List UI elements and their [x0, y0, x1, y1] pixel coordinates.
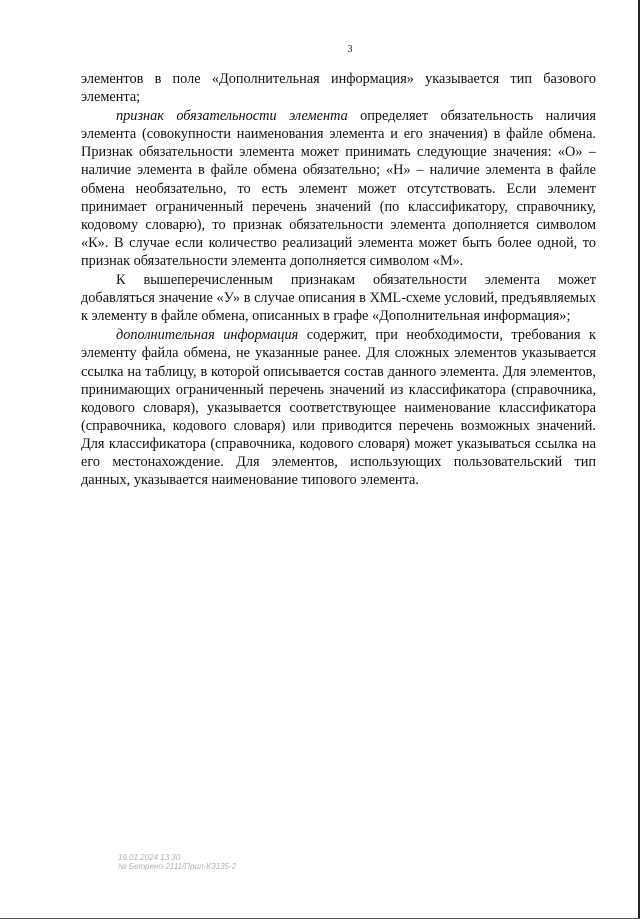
paragraph-4: [81, 326, 596, 489]
paragraph-4-text: содержит, при необходимости, требования к элементу файла обмена, не указанные ранее. Для сложных элементов указывается ссылка на таблицу, в которой описывается состав данного элемента. Для элементов, принимающих ограниченный перечень значений из классификатора (справочника, кодового словаря), указывается соответствующее наименование классификатора (справочника, кодового словаря) или приводится перечень возможных значений. Для классификатора (справочника, кодового словаря) может указываться ссылка на его местонахождение. Для элементов, использующих пользовательский тип данных, указывается наименование типового элемента.: [81, 327, 596, 489]
paragraph-2: [81, 107, 596, 270]
body-text: [81, 70, 596, 490]
stamp-number: № Бетрено-2111/Прил-КЗ135-2: [118, 862, 237, 871]
paragraph-2-lead: признак обязательности элемента: [116, 108, 348, 125]
paragraph-1: [81, 70, 596, 106]
paragraph-1-text: элементов в поле «Дополнительная информация» указывается тип базового элемента;: [81, 71, 596, 106]
paragraph-3-text: К вышеперечисленным признакам обязательности элемента может добавляться значение «У» в случае описания в XML-схеме условий, предъявляемых к элементу в файле обмена, описанных в графе «Дополнительная информация»;: [81, 272, 596, 325]
page-number: 3: [347, 44, 353, 55]
paragraph-3: [81, 271, 596, 325]
paragraph-4-lead: дополнительная информация: [116, 327, 299, 344]
registration-stamp: [118, 853, 236, 871]
paragraph-2-text: определяет обязательность наличия элемента (совокупности наименования элемента и его значения) в файле обмена. Признак обязательности элемента может принимать следующие значения: «О» – наличие элемента в файле обмена обязательно; «Н» – наличие элемента в файле обмена необязательно, то есть элемент может отсутствовать. Если элемент принимает ограниченный перечень значений (по классификатору, справочнику, кодовому словарю), то признак обязательности элемента дополняется символом «К». В случае если количество реализаций элемента может быть более одной, то признак обязательности элемента дополняется символом «М».: [81, 108, 596, 269]
stamp-date: 19.01.2024 13:30: [118, 853, 181, 862]
